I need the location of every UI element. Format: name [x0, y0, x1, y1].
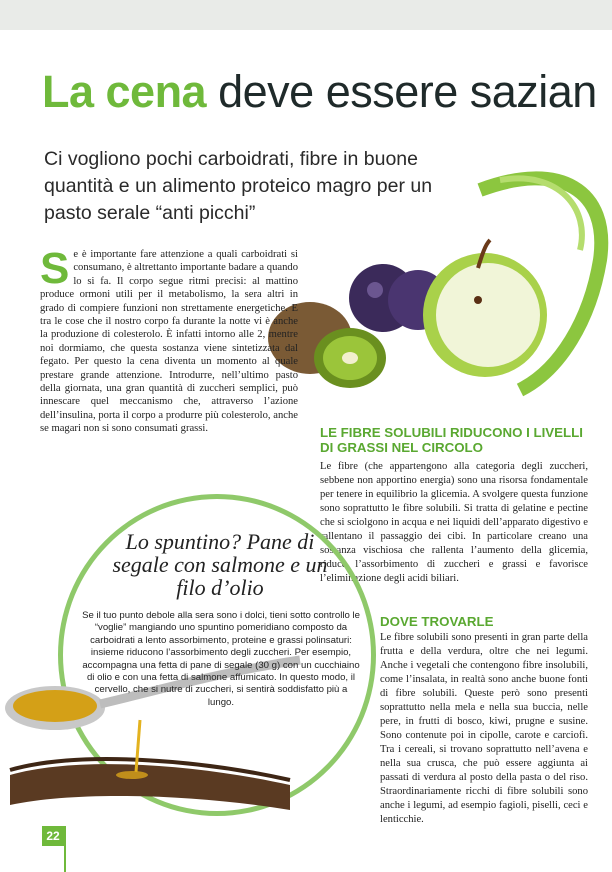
- drop-cap: S: [40, 244, 70, 293]
- section1-title: LE FIBRE SOLUBILI RIDUCONO I LIVELLI DI GRASSI NEL CIRCOLO: [320, 425, 583, 455]
- headline-accent: La cena: [42, 66, 207, 117]
- intro-text: [40, 244, 298, 436]
- subtitle: Ci vogliono pochi carboidrati, fibre in buone quantità e un alimento proteico magro per un pasto serale “anti picchi”: [44, 148, 433, 224]
- headline-rest: deve essere sazian: [218, 66, 597, 117]
- top-band: [0, 0, 612, 30]
- page-number-rule: [64, 826, 66, 872]
- intro-body: e è importante fare attenzione a quali carboidrati si consumano, è altrettanto importante badare a quando lo si fa. Il corpo segue ritmi precisi: al mattino produce ormoni utili per il metabolismo, la sera altri in grado di compiere funzioni non strettamente energetiche. E tra le cose che il nostro corpo fa durante la notte vi è anche la produzione di colesterolo. È infatti intorno alle 2, mentre noi dormiamo, che questa sostanza viene sintetizzata dal fegato. Per questo la cena diventa un momento al quale prestare grande attenzione. Introdurre, nell’ultimo pasto della giornata, una gran quantità di zuccheri semplici, può innescare quel meccanismo che, attraverso l’azione dell’insulina, porta il corpo a produrre più colesterolo, anche se magari non si sono consumati grassi.: [40, 249, 298, 435]
- section2-title: DOVE TROVARLE: [380, 614, 494, 629]
- fruit-illustration: [260, 150, 612, 400]
- page-number: 22: [42, 826, 64, 846]
- section2-text: Le fibre solubili sono presenti in gran parte della frutta e della verdura, oltre che nei legumi. Anche i vegetali che contengono fibre insolubili, come l’insalata, in realtà sono anche buone fonti di fibre solubili. Queste però sono presenti soprattutto nella mela e nella sua buccia, nelle pere, in frutti di bosco, kiwi, prugne e susine. Sono contenute poi in cipolle, carote e carciofi. Tra i cereali, si trovano soprattutto nell’avena e nella sua crusca, che può essere aggiunta ai passati di verdura al posto della pasta o del riso. Straordinariamente ricchi di fibre solubili sono anche i legumi, ad esempio fagioli, piselli, ceci e lenticchie.: [380, 632, 588, 825]
- snack-title: Lo spuntino? Pane di segale con salmone e un filo d’olio: [112, 529, 328, 600]
- section1-text: Le fibre (che appartengono alla categoria degli zuccheri, sebbene non apportino energia) sono una risorsa fondamentale per tenere in equilibrio la glicemia. A svolgere questa funzione sono soprattutto le fibre solubili. Si tratta di gelatine e pectine che si sciolgono in acqua e nei liquidi dell’apparato digestivo e rallentano il passaggio dei cibi. In particolare creano una sostanza vischiosa che rallenta l’aumento della glicemia, riduce l’assorbimento di zuccheri e grassi e favorisce l’eliminazione degli acidi biliari.: [320, 461, 588, 584]
- page-headline: [42, 66, 597, 118]
- snack-text: Se il tuo punto debole alla sera sono i dolci, tieni sotto controllo le “voglie” mangiando uno spuntino pomeridiano composto da carboidrati a lento assorbimento, proteine e grassi polinsaturi: insieme riducono l’assorbimento degli zuccheri. Per esempio, accompagna una fetta di pane di segale (30 g) con un cucchiaino di olio e con una fetta di salmone affumicato. In questo modo, il cervello, che si nutre di zuccheri, si sentirà soddisfatto più a lungo.: [82, 610, 360, 708]
